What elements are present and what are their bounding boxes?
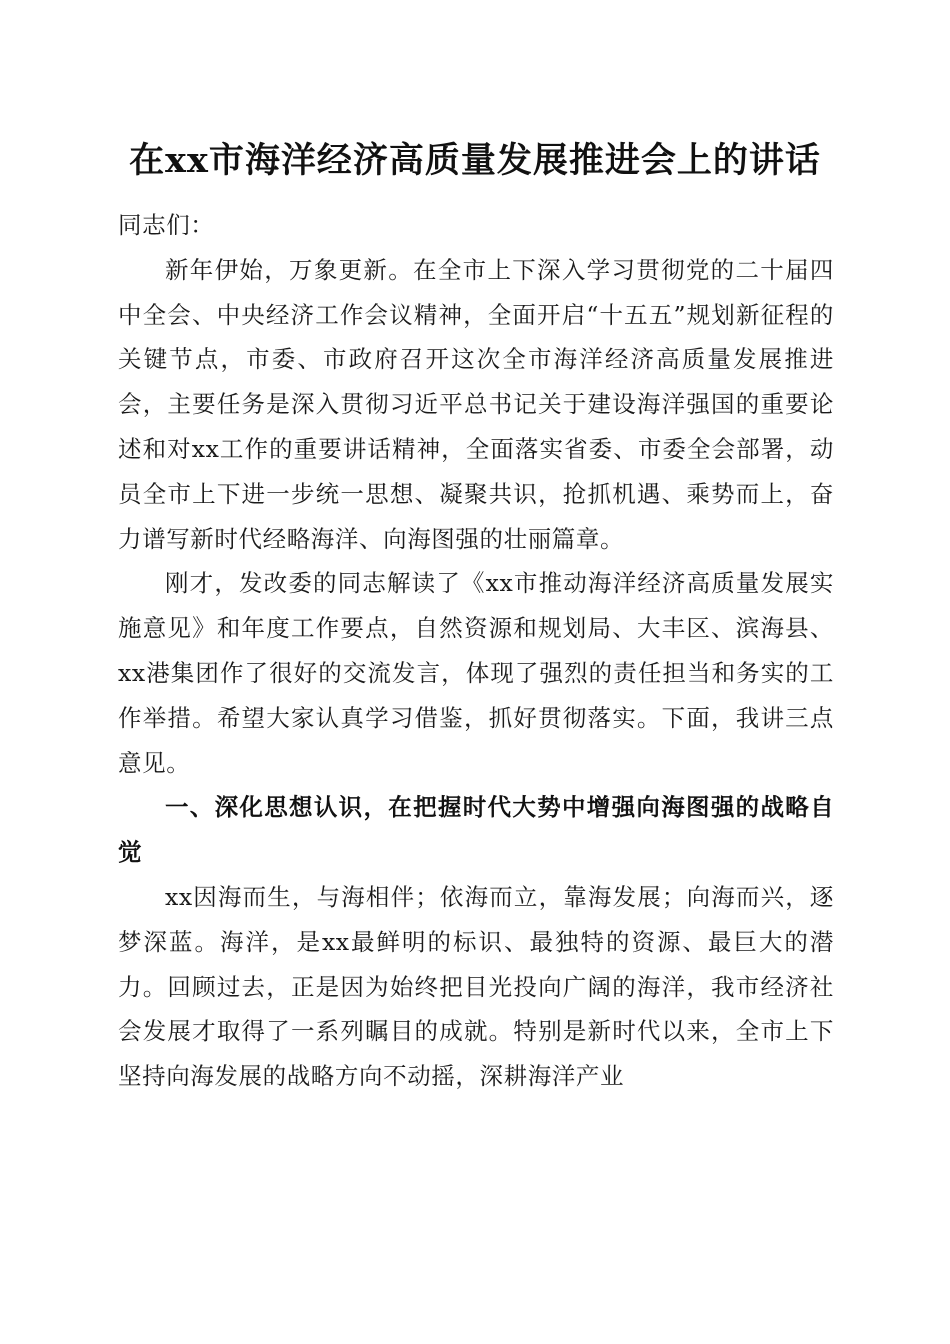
salutation: 同志们：	[118, 211, 215, 239]
paragraph-section-one: xx因海而生，与海相伴；依海而立，靠海发展；向海而兴，逐梦深蓝。海洋，是xx最鲜明的标识、最独特的资源、最巨大的潜力。回顾过去，正是因为始终把目光投向广阔的海洋，我市经济社会发展才取得了一系列瞩目的成就。特别是新时代以来，全市上下坚持向海发展的战略方向不动摇，深耕海洋产业	[118, 882, 834, 1091]
paragraph-opening: 新年伊始，万象更新。在全市上下深入学习贯彻党的二十届四中全会、中央经济工作会议精神，全面开启“十五五”规划新征程的关键节点，市委、市政府召开这次全市海洋经济高质量发展推进会，主要任务是深入贯彻习近平总书记关于建设海洋强国的重要论述和对xx工作的重要讲话精神，全面落实省委、市委全会部署，动员全市上下进一步统一思想、凝聚共识，抢抓机遇、乘势而上，奋力谱写新时代经略海洋、向海图强的壮丽篇章。	[118, 255, 834, 553]
document-title: 在xx市海洋经济高质量发展推进会上的讲话	[129, 140, 821, 181]
section-heading: 一、深化思想认识，在把握时代大势中增强向海图强的战略自觉	[118, 793, 834, 867]
document-body	[118, 203, 834, 1099]
paragraph-review: 刚才，发改委的同志解读了《xx市推动海洋经济高质量发展实施意见》和年度工作要点，自然资源和规划局、大丰区、滨海县、xx港集团作了很好的交流发言，体现了强烈的责任担当和务实的工作举措。希望大家认真学习借鉴，抓好贯彻落实。下面，我讲三点意见。	[118, 569, 834, 777]
